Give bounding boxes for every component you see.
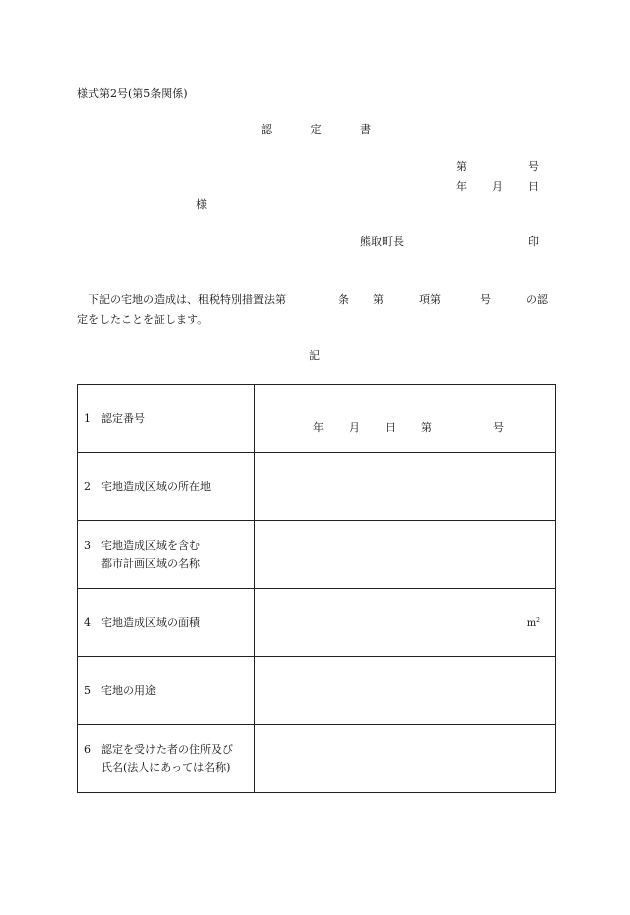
- number-go: 号: [528, 160, 539, 173]
- form-number-label: 様式第2号(第5条関係): [77, 87, 188, 100]
- body-line1-jo: 条: [338, 293, 349, 306]
- title-char-2: 定: [310, 123, 322, 136]
- date-day: 日: [528, 180, 539, 193]
- row-label-cell: [78, 657, 255, 725]
- row-label: 宅地の用途: [101, 683, 156, 697]
- row-number: 5: [84, 683, 91, 697]
- body-line1-dai: 第: [373, 293, 384, 306]
- document-title: [261, 124, 371, 135]
- cert-year: 年: [313, 420, 324, 434]
- issuer-name: 熊取町長: [360, 235, 404, 248]
- date-month: 月: [492, 180, 503, 193]
- body-line1-go: 号: [480, 293, 491, 306]
- row-label: 認定番号: [101, 411, 145, 425]
- ki-heading: 記: [309, 349, 320, 362]
- title-char-3: 書: [360, 123, 371, 136]
- title-char-1: 認: [261, 123, 272, 136]
- square-meter-unit: [527, 616, 540, 628]
- row-number: 6: [84, 742, 91, 756]
- row-label-cell: [78, 589, 255, 657]
- table-row: [78, 657, 556, 725]
- row-label: 宅地造成区域を含む 都市計画区域の名称: [101, 538, 200, 570]
- number-dai: 第: [456, 160, 467, 173]
- date-year: 年: [456, 180, 467, 193]
- addressee-honorific: 様: [196, 198, 207, 211]
- unit-exponent: 2: [536, 616, 540, 624]
- site-area-field[interactable]: [255, 589, 556, 657]
- cert-go: 号: [493, 420, 504, 434]
- row-label-cell: [78, 725, 255, 793]
- cert-day: 日: [385, 420, 396, 434]
- row-label: 宅地造成区域の所在地: [101, 479, 211, 493]
- row-number: 1: [84, 411, 91, 425]
- seal-mark: 印: [528, 235, 539, 248]
- land-use-field[interactable]: [255, 657, 556, 725]
- row-label: 認定を受けた者の住所及び 氏名(法人にあっては名称): [101, 742, 233, 774]
- table-row: [78, 385, 556, 453]
- unit-base: m: [526, 617, 537, 629]
- cert-dai: 第: [421, 420, 432, 434]
- body-line2: 定をしたことを証します。: [77, 313, 209, 326]
- planning-area-name-field[interactable]: [255, 521, 556, 589]
- row-label-cell: [78, 453, 255, 521]
- row-number: 4: [84, 615, 91, 629]
- certification-number-field[interactable]: [255, 385, 556, 453]
- row-label-cell: [78, 385, 255, 453]
- body-line1-kodai: 項第: [419, 293, 441, 306]
- table-row: [78, 521, 556, 589]
- table-row: [78, 725, 556, 793]
- table-row: [78, 453, 556, 521]
- body-line1-end: の認: [526, 293, 548, 306]
- site-location-field[interactable]: [255, 453, 556, 521]
- row-number: 2: [84, 479, 91, 493]
- certified-party-field[interactable]: [255, 725, 556, 793]
- row-label-cell: [78, 521, 255, 589]
- table-row: [78, 589, 556, 657]
- row-number: 3: [84, 538, 91, 552]
- row-label: 宅地造成区域の面積: [101, 615, 200, 629]
- body-line1-a: 下記の宅地の造成は、租税特別措置法第: [88, 293, 286, 306]
- cert-month: 月: [349, 420, 360, 434]
- certification-table: [77, 384, 556, 793]
